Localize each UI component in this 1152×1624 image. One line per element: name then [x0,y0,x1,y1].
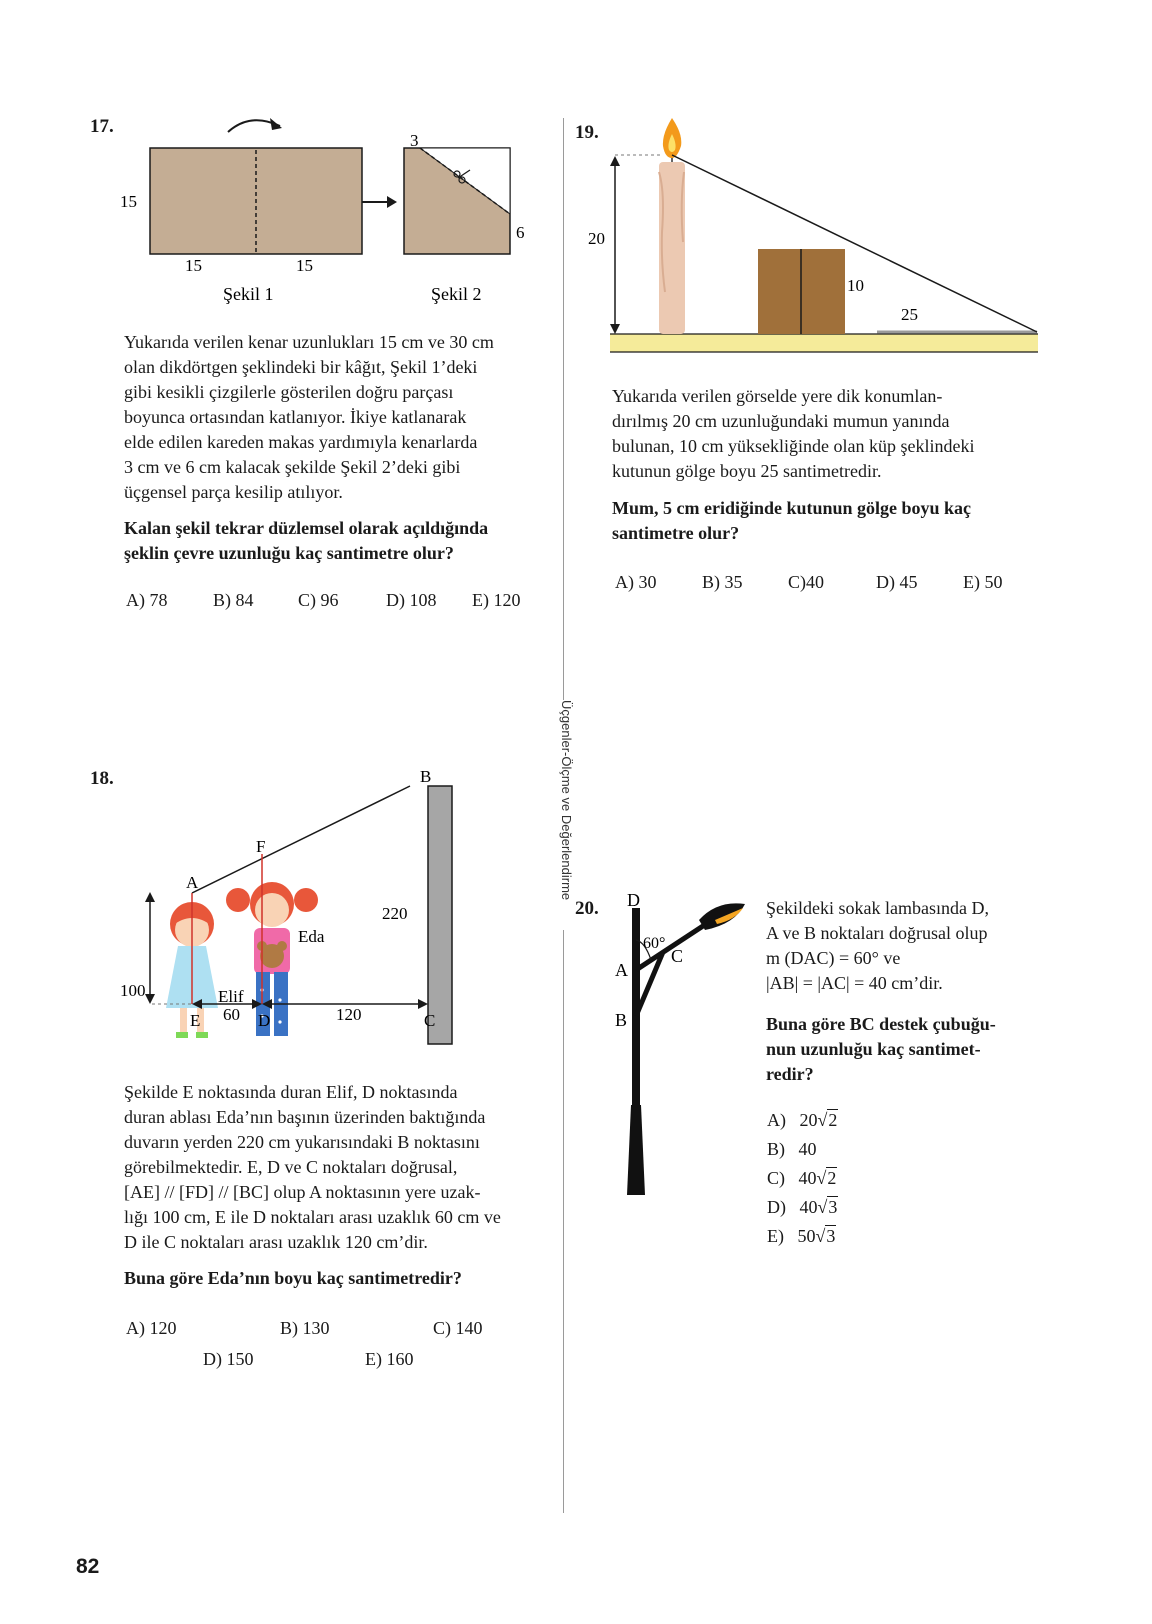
q18-label-eda: Eda [298,927,325,946]
q20-option-b[interactable]: B) 40 [767,1139,817,1159]
q19-option-b[interactable]: B) 35 [702,572,743,592]
q18-option-a[interactable]: A) 120 [126,1318,177,1338]
q18-label-f: F [256,837,266,856]
q19-text-line: bulunan, 10 cm yüksekliğinde olan küp şeklindeki [612,436,975,456]
q18-label-a: A [186,873,199,892]
q18-label-c: C [424,1011,436,1030]
q19-option-d[interactable]: D) 45 [876,572,918,592]
q17-label-15-side: 15 [120,192,137,211]
lamp-head-icon [699,903,745,930]
q17-figure [110,110,560,320]
q20-option-d[interactable]: D) 40√3 [767,1197,838,1217]
sqrt-radicand: 2 [827,1168,837,1188]
q19-text [612,384,1052,484]
q18-number: 18. [90,768,114,789]
q19-text-line: kutunun gölge boyu 25 santimetredir. [612,461,882,481]
q19-number: 19. [575,122,599,143]
q18-question [124,1266,564,1291]
q18-label-e: E [190,1011,201,1030]
q18-text-line: duran ablası Eda’nın başının üzerinden baktığında [124,1107,486,1127]
q18-label-60: 60 [223,1005,240,1024]
q18-text [124,1080,564,1255]
q19-question-line: Mum, 5 cm eridiğinde kutunun gölge boyu kaç [612,498,972,518]
q20-question-line: Buna göre BC destek çubuğu- [766,1014,996,1034]
q19-text-line: Yukarıda verilen görselde yere dik konumlan- [612,386,943,406]
q18-label-220: 220 [382,904,408,923]
q19-option-e[interactable]: E) 50 [963,572,1003,592]
q20-text [766,896,1076,996]
q20-figure [605,890,755,1205]
side-title: Üçgenler-Ölçme ve Değerlendirme [554,700,574,930]
q20-number: 20. [575,898,599,919]
lamp-base [627,1105,645,1195]
q20-label-c: C [671,946,684,966]
page-number: 82 [76,1555,100,1578]
q18-label-b: B [420,767,432,786]
q19-text-line: dırılmış 20 cm uzunluğundaki mumun yanında [612,411,950,431]
q17-question-line: şeklin çevre uzunluğu kaç santimetre olur? [124,543,454,563]
q17-option-d[interactable]: D) 108 [386,590,437,610]
q20-question-line: nun uzunluğu kaç santimet- [766,1039,981,1059]
q20-label-b: B [615,1010,628,1030]
q20-text-line: |AB| = |AC| = 40 cm’dir. [766,973,943,993]
q17-text-line: elde edilen kareden makas yardımıyla kenarlarda [124,432,478,452]
q17-question [124,516,554,566]
q20-text-line: m (DAC) = 60° ve [766,948,901,968]
q17-question-line: Kalan şekil tekrar düzlemsel olarak açıldığında [124,518,489,538]
q18-option-b[interactable]: B) 130 [280,1318,330,1338]
q17-label-6: 6 [516,223,525,242]
q17-number: 17. [90,116,114,137]
transform-arrowhead [387,196,397,208]
q17-option-b[interactable]: B) 84 [213,590,254,610]
q17-label-3: 3 [410,131,419,150]
q17-option-a[interactable]: A) 78 [126,590,168,610]
q18-question-line: Buna göre Eda’nın boyu kaç santimetredir? [124,1268,462,1288]
q18-label-120: 120 [336,1005,362,1024]
q18-text-line: D ile C noktaları arası uzaklık 120 cm’dir. [124,1232,428,1252]
q20-text-line: A ve B noktaları doğrusal olup [766,923,988,943]
q19-question [612,496,1052,546]
light-ray [672,155,1037,332]
q17-text-line: Yukarıda verilen kenar uzunlukları 15 cm ve 30 cm [124,332,494,352]
q20-question [766,1012,1076,1087]
q17-text-line: boyunca ortasından katlanıyor. İkiye katlanarak [124,407,467,427]
q18-option-c[interactable]: C) 140 [433,1318,483,1338]
sqrt-radicand: 2 [828,1110,838,1130]
q20-question-line: redir? [766,1064,814,1084]
q17-text [124,330,554,505]
q18-label-100: 100 [120,981,146,1000]
q17-text-line: gibi kesikli çizgilerle gösterilen doğru parçası [124,382,454,402]
q17-label-15-left: 15 [185,256,202,275]
q20-label-d: D [627,890,640,910]
q18-label-elif: Elif [218,987,244,1006]
q18-text-line: görebilmektedir. E, D ve C noktaları doğrusal, [124,1157,458,1177]
q17-caption-1: Şekil 1 [223,284,274,304]
q17-option-e[interactable]: E) 120 [472,590,521,610]
q17-option-c[interactable]: C) 96 [298,590,339,610]
q17-text-line: 3 cm ve 6 cm kalacak şekilde Şekil 2’deki gibi [124,457,461,477]
q19-option-a[interactable]: A) 30 [615,572,657,592]
q20-angle-label: 60° [643,935,666,952]
q18-text-line: lığı 100 cm, E ile D noktaları arası uzaklık 60 cm ve [124,1207,501,1227]
q18-option-d[interactable]: D) 150 [203,1349,254,1369]
wall [428,786,452,1044]
q18-option-e[interactable]: E) 160 [365,1349,414,1369]
q20-text-line: Şekildeki sokak lambasında D, [766,898,989,918]
q20-option-a[interactable]: A) 20√2 [767,1110,838,1130]
sight-line [192,786,410,893]
q19-question-line: santimetre olur? [612,523,740,543]
q18-text-line: Şekilde E noktasında duran Elif, D noktasında [124,1082,458,1102]
q17-text-line: üçgensel parça kesilip atılıyor. [124,482,343,502]
q19-option-c[interactable]: C)40 [788,572,824,592]
q19-label-10: 10 [847,276,864,295]
sqrt-radicand: 3 [828,1197,838,1217]
q20-option-c[interactable]: C) 40√2 [767,1168,837,1188]
q18-text-line: duvarın yerden 220 cm yukarısındaki B noktasını [124,1132,480,1152]
q19-label-25: 25 [901,305,918,324]
q17-text-line: olan dikdörtgen şeklindeki bir kâğıt, Şekil 1’deki [124,357,478,377]
q18-text-line: [AE] // [FD] // [BC] olup A noktasının yere uzak- [124,1182,481,1202]
q17-caption-2: Şekil 2 [431,284,482,304]
q19-figure [588,112,1050,362]
q17-label-15-right: 15 [296,256,313,275]
q19-label-20: 20 [588,229,605,248]
q20-label-a: A [615,960,628,980]
ground [610,334,1038,352]
q18-figure [110,760,560,1080]
q18-label-d: D [258,1011,271,1030]
fold-arrowhead [270,118,282,130]
sqrt-radicand: 3 [826,1226,836,1246]
q20-option-e[interactable]: E) 50√3 [767,1226,836,1246]
